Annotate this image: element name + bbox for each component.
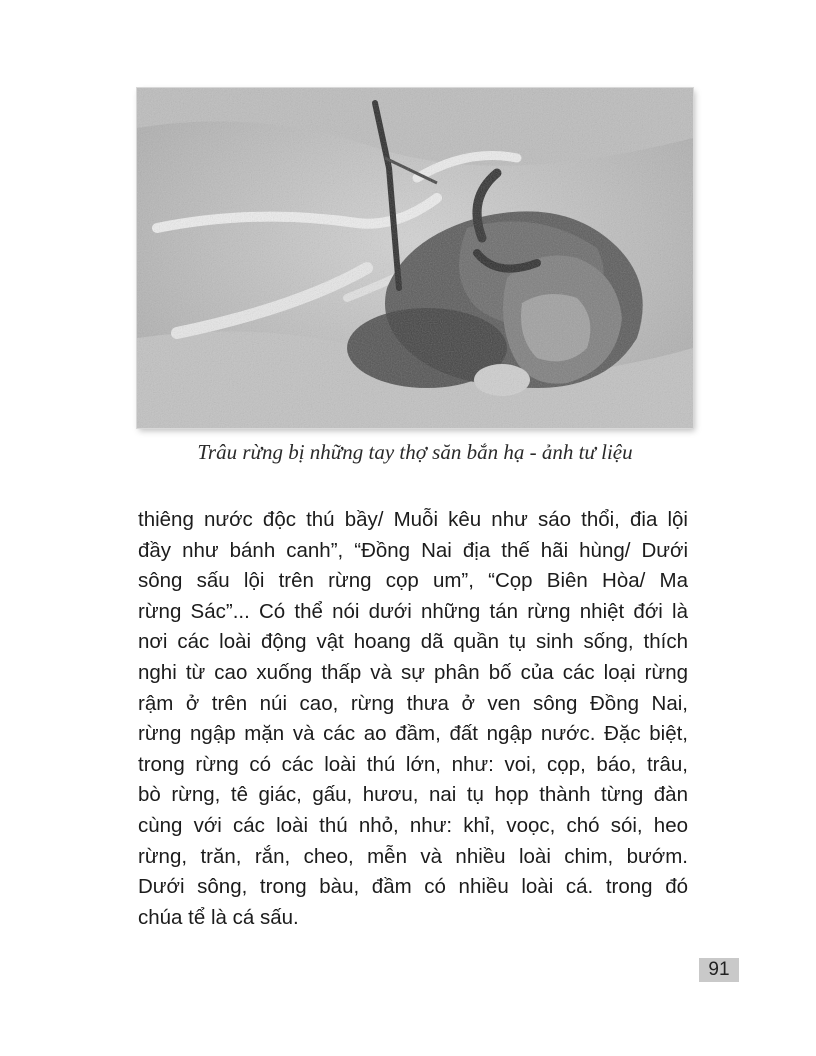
text-line: rừng ngập mặn và các ao đầm, đất ngập nước. Đặc biệt, (138, 722, 688, 746)
text-line: cùng với các loài thú nhỏ, như: khỉ, voọc, chó sói, heo (138, 813, 688, 837)
text-line: chúa tể là cá sấu. (138, 905, 299, 929)
text-line: rừng, trăn, rắn, cheo, mễn và nhiều loài chim, bướm. (138, 844, 688, 868)
text-line: bò rừng, tê giác, gấu, hươu, nai tụ họp thành từng đàn (138, 783, 688, 807)
text-line: đầy như bánh canh”, “Đồng Nai địa thế hãi hùng/ Dưới (138, 538, 688, 562)
text-line: nơi các loài động vật hoang dã quần tụ sinh sống, thích (138, 630, 688, 654)
body-paragraph (138, 505, 688, 933)
buffalo-photo (137, 88, 693, 428)
text-line: rừng Sác”... Có thể nói dưới những tán rừng nhiệt đới là (138, 599, 688, 623)
text-line: nghi từ cao xuống thấp và sự phân bố của các loại rừng (138, 660, 688, 684)
figure-caption: Trâu rừng bị những tay thợ săn bắn hạ - ảnh tư liệu (197, 440, 633, 464)
text-line: sông sấu lội trên rừng cọp um”, “Cọp Biên Hòa/ Ma (138, 569, 688, 593)
text-line: Dưới sông, trong bàu, đầm có nhiều loài cá. trong đó (138, 875, 688, 899)
text-line: thiêng nước độc thú bầy/ Muỗi kêu như sáo thổi, đia lội (138, 508, 688, 531)
text-line: trong rừng có các loài thú lớn, như: voi, cọp, báo, trâu, (138, 752, 688, 776)
text-line: rậm ở trên núi cao, rừng thưa ở ven sông Đồng Nai, (138, 691, 688, 715)
page-number: 91 (699, 958, 739, 982)
